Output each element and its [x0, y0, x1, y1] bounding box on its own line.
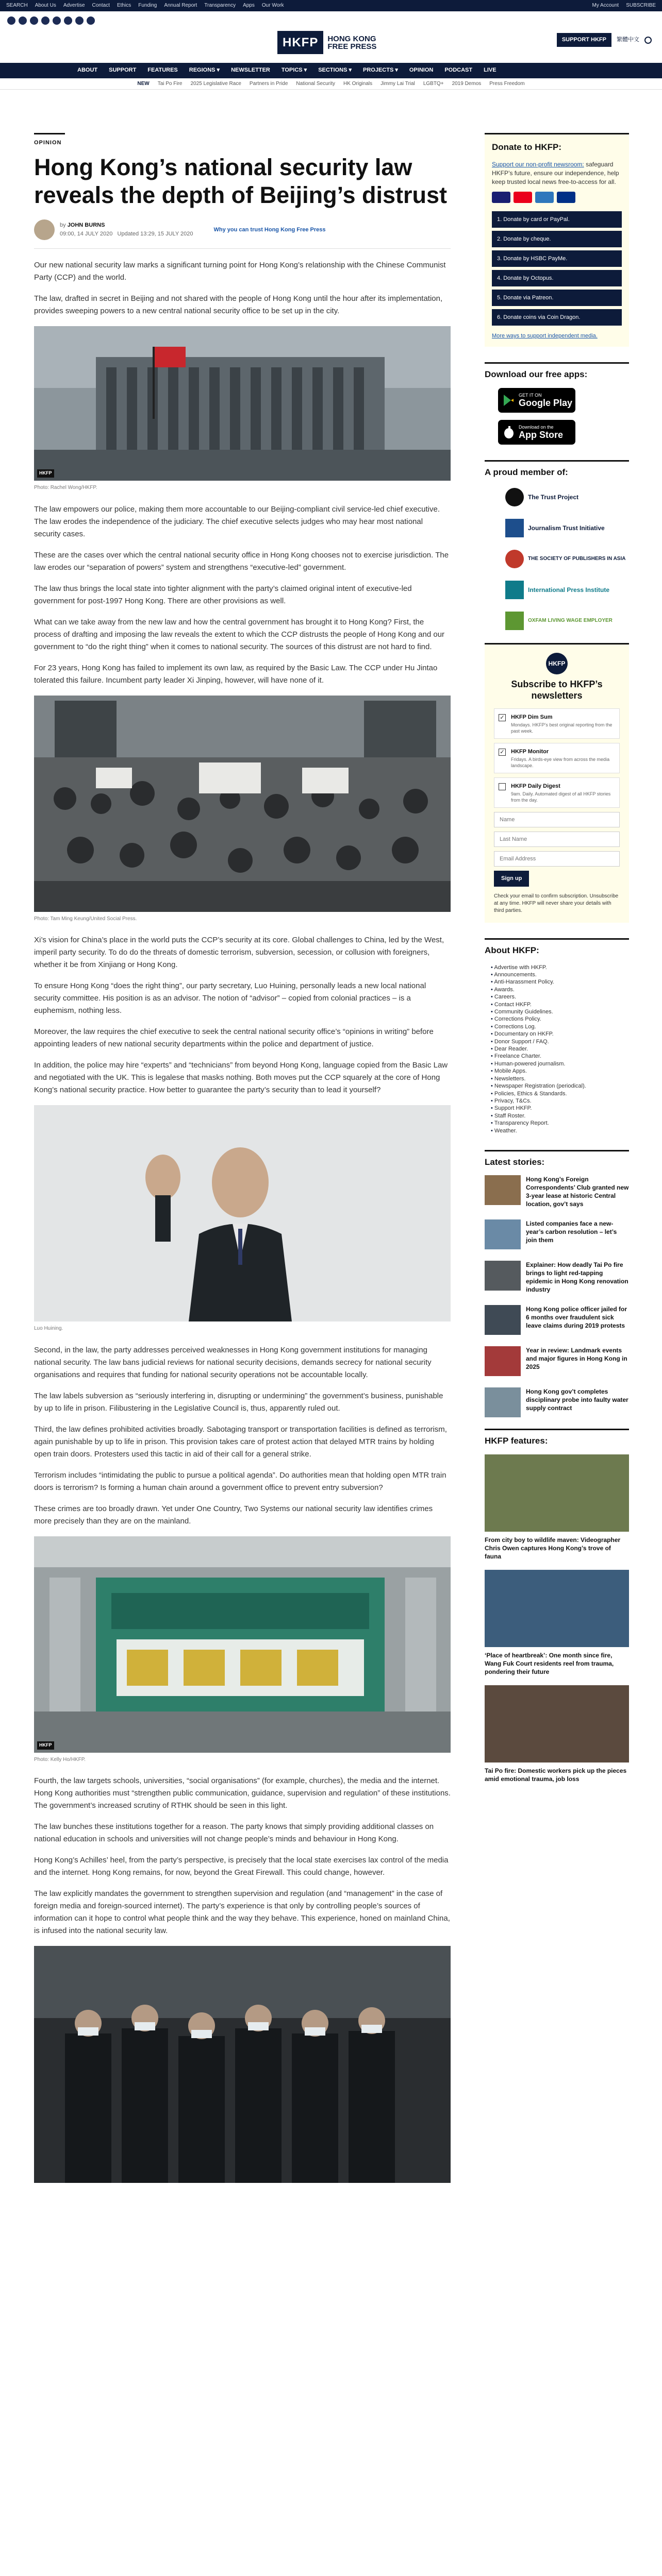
google-play-small: GET IT ON — [519, 392, 542, 398]
story-thumbnail[interactable] — [485, 1346, 521, 1376]
why-trust-link[interactable]: Why you can trust Hong Kong Free Press — [213, 226, 326, 233]
article-paragraph: Hong Kong’s Achilles’ heel, from the party’s perspective, is precisely that the local state exercises lax control of the media and the internet. Hong Kong remains, for now, beyond the Great Firewall. This could change, however. — [34, 1856, 449, 1877]
trending-item[interactable]: National Security — [296, 80, 335, 87]
youtube-icon[interactable] — [53, 16, 61, 25]
latest-story[interactable] — [485, 1387, 629, 1417]
story-title[interactable]: Hong Kong’s Foreign Correspondents’ Club granted new 3-year lease at historic Central location, gov’t says — [526, 1176, 629, 1208]
apple-icon — [503, 426, 515, 438]
topbar-link-contact[interactable]: Contact — [92, 3, 110, 9]
partner-trust-project[interactable] — [505, 485, 629, 509]
article-paragraph: Terrorism includes “intimidating the public to pursue a political agenda”. Do authorities mean that holding open MTR train doors is terrorism? Is forming a human chain around a government office to prevent entry subversion? — [34, 1470, 446, 1492]
partner-label: International Press Institute — [528, 586, 610, 594]
about-link[interactable]: • Newsletters. — [491, 1075, 629, 1082]
about-link[interactable]: • Careers. — [491, 993, 629, 1001]
logo-text: HONG KONG FREE PRESS — [327, 34, 377, 51]
subscribe-link[interactable]: SUBSCRIBE — [626, 3, 656, 9]
about-link[interactable]: • Privacy, T&Cs. — [491, 1097, 629, 1105]
donate-intro — [492, 160, 622, 187]
google-play-icon — [503, 394, 515, 406]
nav-topics[interactable]: TOPICS ▾ — [281, 67, 307, 74]
about-link[interactable]: • Corrections Policy. — [491, 1015, 629, 1023]
newsletter-option-dimsum[interactable] — [494, 708, 620, 739]
telegram-icon[interactable] — [75, 16, 84, 25]
trending-label: NEW — [137, 80, 150, 87]
facebook-icon[interactable] — [7, 16, 15, 25]
topbar-link-annual-report[interactable]: Annual Report — [164, 3, 197, 9]
apps-title: Download our free apps: — [485, 362, 629, 381]
story-thumbnail[interactable] — [485, 1219, 521, 1249]
about-link[interactable]: • Mobile Apps. — [491, 1067, 629, 1075]
story-thumbnail[interactable] — [485, 1175, 521, 1205]
article-paragraph: To ensure Hong Kong “does the right thing”, our party secretary, Luo Huining, personally leads a new local national security committee. His position is as an advisor. The notion of “advisor” – copied from colonial practices – is a euphemism, nothing less. — [34, 981, 426, 1015]
google-play-label: Google Play — [519, 397, 573, 408]
donate-option-payme[interactable]: 3. Donate by HSBC PayMe. — [492, 250, 622, 267]
partner-label: Journalism Trust Initiative — [528, 524, 605, 532]
nav-regions[interactable]: REGIONS ▾ — [189, 67, 220, 74]
visa-icon — [492, 192, 510, 203]
more-ways-link[interactable]: More ways to support independent media. — [492, 333, 598, 340]
latest-title: Latest stories: — [485, 1150, 629, 1169]
partner-ipi[interactable] — [505, 578, 629, 602]
partner-sopa[interactable] — [505, 547, 629, 571]
partner-label: The Trust Project — [528, 494, 579, 501]
nav-podcast[interactable]: PODCAST — [444, 67, 473, 74]
nav-support[interactable]: SUPPORT — [109, 67, 137, 74]
app-store-label: App Store — [519, 429, 564, 440]
article-photo-police-line — [34, 1946, 451, 2183]
feature-thumbnail[interactable] — [485, 1685, 629, 1762]
article-paragraph: Xi’s vision for China’s place in the world puts the CCP’s security at its core. Global challenges to China, led by the West, imperil party security. To do do the threats of domestic terrorism, subversion, secession, or collusion with foreigners, whether it be from Xinjiang or Hong Kong. — [34, 936, 444, 970]
support-newsroom-link[interactable]: Support our non-profit newsroom: — [492, 161, 584, 168]
newsletter-logo: HKFP — [546, 653, 568, 674]
logo-mark: HKFP — [277, 31, 323, 54]
donate-option-octopus[interactable]: 4. Donate by Octopus. — [492, 270, 622, 286]
about-link[interactable]: • Support HKFP. — [491, 1105, 629, 1112]
donate-box — [485, 133, 629, 347]
trending-item[interactable]: HK Originals — [343, 80, 373, 87]
photo-illustration — [34, 326, 451, 481]
photo-watermark: HKFP — [37, 1741, 54, 1750]
feature-thumbnail[interactable] — [485, 1570, 629, 1647]
donate-intro-text: safeguard HKFP’s future, ensure our independence, help keep trusted local news free-to-access for all. — [492, 161, 619, 186]
article-paragraph: Our new national security law marks a significant turning point for Hong Kong’s relationship with the Chinese Communist Party (CCP) and the world. — [34, 261, 446, 282]
trending-item[interactable]: Press Freedom — [489, 80, 525, 87]
amex-icon — [535, 192, 554, 203]
newsletter-desc: 9am. Daily. Automated digest of all HKFP stories from the day. — [511, 791, 611, 803]
newsletter-name: HKFP Daily Digest — [511, 783, 560, 790]
article-paragraph: The law thus brings the local state into tighter alignment with the party’s claimed original intent of executive-led government for post-1997 Hong Kong. There are other provisions as well. — [34, 584, 412, 605]
support-hkfp-button[interactable]: SUPPORT HKFP — [557, 33, 611, 47]
article-paragraph: The law labels subversion as “seriously interfering in, disrupting or undermining” the government’s business, punishable by up to life in prison. Filibustering in the Legislative Council is, thus, apparently ruled out. — [34, 1391, 443, 1413]
nav-live[interactable]: LIVE — [484, 67, 496, 74]
site-header — [0, 11, 662, 63]
byline-text: by JOHN BURNS 09:00, 14 JULY 2020 Updated 13:29, 15 JULY 2020 — [60, 222, 193, 238]
article — [34, 133, 451, 2186]
photo-illustration — [34, 1946, 451, 2183]
latest-story[interactable] — [485, 1261, 629, 1294]
story-title[interactable]: Hong Kong gov’t completes disciplinary probe into faulty water supply contract — [526, 1388, 628, 1412]
features-title: HKFP features: — [485, 1429, 629, 1448]
search-icon[interactable] — [644, 37, 652, 44]
trending-item[interactable]: Partners in Pride — [249, 80, 288, 87]
topbar-link-ethics[interactable]: Ethics — [117, 3, 131, 9]
newsletter-option-digest[interactable] — [494, 777, 620, 808]
article-paragraph: Fourth, the law targets schools, universities, “social organisations” (for example, churches), the media and the internet. Hong Kong authorities must “strengthen public communication, guidance, supervision and regulation” of these institutions. The government’s increased scrutiny of RTHK should be seen in this light. — [34, 1776, 451, 1810]
photo-caption: Photo: Tam Ming Keung/United Social Press. — [34, 916, 137, 922]
about-link[interactable]: • Community Guidelines. — [491, 1008, 629, 1015]
email-field[interactable] — [494, 851, 620, 867]
story-title[interactable]: Listed companies face a new-year’s carbon resolution – let’s join them — [526, 1220, 617, 1244]
publish-date: 09:00, 14 JULY 2020 — [60, 231, 113, 238]
app-store-small: Download on the — [519, 424, 554, 430]
top-utility-bar — [0, 0, 662, 11]
article-photo-protest-crowd — [34, 696, 451, 912]
about-link[interactable]: • Policies, Ethics & Standards. — [491, 1090, 629, 1097]
about-link[interactable]: • Dear Reader. — [491, 1045, 629, 1053]
about-link[interactable]: • Newspaper Registration (periodical). — [491, 1082, 629, 1090]
article-paragraph: For 23 years, Hong Kong has failed to implement its own law, as required by the Basic Law. The CCP under Hu Jintao tolerated this failure. Incumbent party leader Xi Jinping, however, will have none of it. — [34, 663, 438, 685]
sopa-icon — [505, 550, 524, 568]
story-title[interactable]: Year in review: Landmark events and major figures in Hong Kong in 2025 — [526, 1347, 627, 1371]
newsletter-desc: Mondays. HKFP’s best original reporting from the past week. — [511, 722, 613, 734]
search-link[interactable]: SEARCH — [6, 3, 28, 9]
about-link[interactable]: • Advertise with HKFP. — [491, 964, 629, 971]
story-thumbnail[interactable] — [485, 1261, 521, 1291]
about-title: About HKFP: — [485, 938, 629, 957]
topbar-link-apps[interactable]: Apps — [243, 3, 255, 9]
byline — [34, 219, 451, 249]
nav-sections[interactable]: SECTIONS ▾ — [318, 67, 352, 74]
story-title[interactable]: Explainer: How deadly Tai Po fire brings to light red-tapping epidemic in Hong Kong renovation industry — [526, 1261, 628, 1294]
about-link[interactable]: • Freelance Charter. — [491, 1053, 629, 1060]
article-paragraph: These crimes are too broadly drawn. Yet under One Country, Two Systems our national security law identifies crimes more precisely than they are on the mainland. — [34, 1504, 433, 1526]
newsletter-option-monitor[interactable] — [494, 743, 620, 773]
donate-option-patreon[interactable]: 5. Donate via Patreon. — [492, 290, 622, 306]
about-link[interactable]: • Anti-Harassment Policy. — [491, 978, 629, 986]
article-photo-luo-huining — [34, 1105, 451, 1321]
partner-oxfam[interactable] — [505, 609, 629, 633]
latest-story[interactable] — [485, 1175, 629, 1208]
rss-icon[interactable] — [87, 16, 95, 25]
latest-story[interactable] — [485, 1219, 629, 1249]
article-paragraph: The law, drafted in secret in Beijing and not shared with the people of Hong Kong until the hour after its implementation, provides sweeping powers to a new central national security office to be set up in the city. — [34, 294, 443, 316]
topbar-link-funding[interactable]: Funding — [138, 3, 157, 9]
trending-item[interactable]: 2025 Legislative Race — [190, 80, 241, 87]
article-paragraph: These are the cases over which the central national security office in Hong Kong chooses not to exercise jurisdiction. The law erodes our “separation of powers” system and strengthens “executive-led” government. — [34, 550, 449, 572]
nav-about[interactable]: ABOUT — [77, 67, 98, 74]
language-link[interactable]: 繁體中文 — [617, 37, 639, 43]
checkbox-unchecked[interactable] — [499, 783, 506, 790]
about-link[interactable]: • Contact HKFP. — [491, 1001, 629, 1008]
jti-icon — [505, 519, 524, 537]
instagram-icon[interactable] — [30, 16, 38, 25]
photo-illustration — [34, 1536, 451, 1753]
feature-story[interactable] — [485, 1685, 629, 1783]
topbar-link-about[interactable]: About Us — [35, 3, 56, 9]
article-paragraph: What can we take away from the new law and how the central government has brought it to Hong Kong? First, the process of drafting and imposing the law reveals the extent to which the CCP distrusts the people of Hong Kong and our government to “do the right thing” when it comes to national security. The sources of this distrust are not hard to find. — [34, 617, 445, 651]
feature-story[interactable] — [485, 1454, 629, 1561]
newsletter-note: Check your email to confirm subscription. Unsubscribe at any time. HKFP will never share your details with third parties. — [494, 893, 619, 914]
about-link[interactable]: • Awards. — [491, 986, 629, 993]
sidebar — [485, 133, 629, 1792]
about-link[interactable]: • Donor Support / FAQ. — [491, 1038, 629, 1045]
threads-icon[interactable] — [41, 16, 49, 25]
article-paragraph: The law empowers our police, making them more accountable to our Beijing-compliant civil service-led chief executive. The law erodes the independence of the judiciary. The chief executive selects judges who may hear most national security cases. — [34, 504, 440, 538]
story-thumbnail[interactable] — [485, 1305, 521, 1335]
checkbox-checked[interactable]: ✓ — [499, 749, 506, 756]
article-paragraph: The law explicitly mandates the government to strengthen supervision and regulation (and “management” in the case of foreign media and foreign-sourced internet). The party’s experience is that only by controlling people’s sources of information can it hope to control what people think and the way they behave. This experience, honed on mainland China, is infused into the national security law. — [34, 1889, 450, 1936]
about-list — [485, 964, 629, 1134]
feature-title[interactable]: From city boy to wildlife maven: Videographer Chris Owen captures Hong Kong’s trove of fauna — [485, 1536, 621, 1560]
social-icons — [7, 16, 95, 25]
about-link[interactable]: • Weather. — [491, 1127, 629, 1134]
newsletter-name: HKFP Dim Sum — [511, 714, 553, 721]
donate-title: Donate to HKFP: — [492, 142, 562, 152]
article-paragraph: Second, in the law, the party addresses perceived weaknesses in Hong Kong government institutions for managing national security. The law bans judicial reviews for national security decisions, demands secrecy for national security organisations and requires that funding for national security operations not be accountable locally. — [34, 1345, 432, 1379]
latest-story[interactable] — [485, 1346, 629, 1376]
partners-title: A proud member of: — [485, 460, 629, 479]
updated-date: Updated 13:29, 15 JULY 2020 — [117, 231, 193, 238]
article-paragraph: Third, the law defines prohibited activities broadly. Sabotaging transport or transportation facilities is defined as terrorism, again punishable by up to life in prison. This provision takes care of protest action that delayed MTR trains by holding open train doors. Protesters used this tactic in aid of their call for a general strike. — [34, 1425, 447, 1459]
photo-caption: Photo: Kelly Ho/HKFP. — [34, 1756, 86, 1762]
about-link[interactable]: • Corrections Log. — [491, 1023, 629, 1030]
article-paragraph: The law bunches these institutions together for a reason. The party knows that simply providing additional classes on national education in schools and universities will not change people’s minds and behaviour in Hong Kong. — [34, 1822, 434, 1844]
author-link[interactable]: JOHN BURNS — [67, 222, 105, 228]
newsletter-box — [485, 643, 629, 923]
header-actions — [557, 33, 652, 47]
topbar-link-our-work[interactable]: Our Work — [261, 3, 284, 9]
oxfam-icon — [505, 612, 524, 630]
newsletter-desc: Fridays. A birds-eye view from across the media landscape. — [511, 757, 610, 769]
story-title[interactable]: Hong Kong police officer jailed for 6 months over fraudulent sick leave claims during 2019 protests — [526, 1306, 627, 1330]
author-avatar — [34, 219, 55, 240]
feature-story[interactable] — [485, 1570, 629, 1676]
trending-item[interactable]: Jimmy Lai Trial — [380, 80, 415, 87]
newsletter-title: Subscribe to HKFP’s newsletters — [511, 679, 603, 701]
latest-story[interactable] — [485, 1305, 629, 1335]
payment-icons — [492, 192, 622, 203]
about-link[interactable]: • Transparency Report. — [491, 1120, 629, 1127]
about-link[interactable]: • Human-powered journalism. — [491, 1060, 629, 1067]
nav-opinion[interactable]: OPINION — [409, 67, 434, 74]
section-label[interactable]: OPINION — [34, 140, 62, 146]
article-title: Hong Kong’s national security law reveals the depth of Beijing’s distrust — [34, 154, 447, 209]
donate-option-coins[interactable]: 6. Donate coins via Coin Dragon. — [492, 309, 622, 326]
trending-item[interactable]: Tai Po Fire — [157, 80, 183, 87]
google-play-button[interactable] — [498, 388, 575, 413]
story-thumbnail[interactable] — [485, 1387, 521, 1417]
photo-illustration — [34, 696, 451, 912]
main-nav — [0, 63, 662, 78]
partner-label: OXFAM LIVING WAGE EMPLOYER — [528, 618, 613, 624]
x-icon[interactable] — [19, 16, 27, 25]
paypal-icon — [557, 192, 575, 203]
photo-watermark: HKFP — [37, 469, 54, 478]
about-link[interactable]: • Staff Roster. — [491, 1112, 629, 1120]
app-store-button[interactable] — [498, 420, 575, 445]
sign-up-button[interactable]: Sign up — [494, 871, 529, 887]
partner-label: THE SOCIETY OF PUBLISHERS IN ASIA — [528, 556, 626, 562]
feature-title[interactable]: ‘Place of heartbreak’: One month since fire, Wang Fuk Court residents reel from trauma, pondering their future — [485, 1651, 614, 1675]
article-paragraph: Moreover, the law requires the chief executive to seek the central national security office’s “opinions in writing” before appointing leaders of new national security departments within the police and department of justice. — [34, 1027, 434, 1049]
photo-caption: Photo: Rachel Wong/HKFP. — [34, 485, 97, 491]
linkedin-icon[interactable] — [64, 16, 72, 25]
trending-item[interactable]: 2019 Demos — [452, 80, 482, 87]
about-link[interactable]: • Announcements. — [491, 971, 629, 978]
topbar-link-transparency[interactable]: Transparency — [204, 3, 236, 9]
my-account-link[interactable]: My Account — [592, 3, 619, 9]
feature-thumbnail[interactable] — [485, 1454, 629, 1532]
about-link[interactable]: • Documentary on HKFP. — [491, 1030, 629, 1038]
trust-project-icon — [505, 488, 524, 506]
ipi-icon — [505, 581, 524, 599]
donate-option-card[interactable]: 1. Donate by card or PayPal. — [492, 211, 622, 228]
newsletter-name: HKFP Monitor — [511, 749, 549, 755]
trending-item[interactable]: LGBTQ+ — [423, 80, 444, 87]
article-photo-mtr-ad — [34, 1536, 451, 1753]
nav-features[interactable]: FEATURES — [147, 67, 178, 74]
nav-newsletter[interactable]: NEWSLETTER — [231, 67, 270, 74]
topbar-link-advertise[interactable]: Advertise — [63, 3, 85, 9]
partner-jti[interactable] — [505, 516, 629, 540]
last-name-field[interactable] — [494, 832, 620, 847]
checkbox-checked[interactable]: ✓ — [499, 714, 506, 721]
article-paragraph: In addition, the police may hire “experts” and “technicians” from beyond Hong Kong, language copied from the Basic Law and negotiated with the UK. This is legalese that masks nothing. Both moves put the CCP squarely at the core of Hong Kong’s national security practice. How better to guarantee the party’s security than to lead it yourself? — [34, 1061, 448, 1095]
photo-caption: Luo Huining. — [34, 1326, 63, 1332]
article-photo-legco-flags — [34, 326, 451, 481]
photo-illustration — [34, 1105, 451, 1321]
site-logo[interactable] — [277, 31, 384, 54]
name-field[interactable] — [494, 812, 620, 827]
feature-title[interactable]: Tai Po fire: Domestic workers pick up the pieces amid emotional trauma, job loss — [485, 1767, 627, 1783]
mastercard-icon — [514, 192, 532, 203]
nav-projects[interactable]: PROJECTS ▾ — [363, 67, 398, 74]
section-rule — [34, 133, 65, 134]
donate-option-cheque[interactable]: 2. Donate by cheque. — [492, 231, 622, 247]
trending-bar — [0, 78, 662, 90]
